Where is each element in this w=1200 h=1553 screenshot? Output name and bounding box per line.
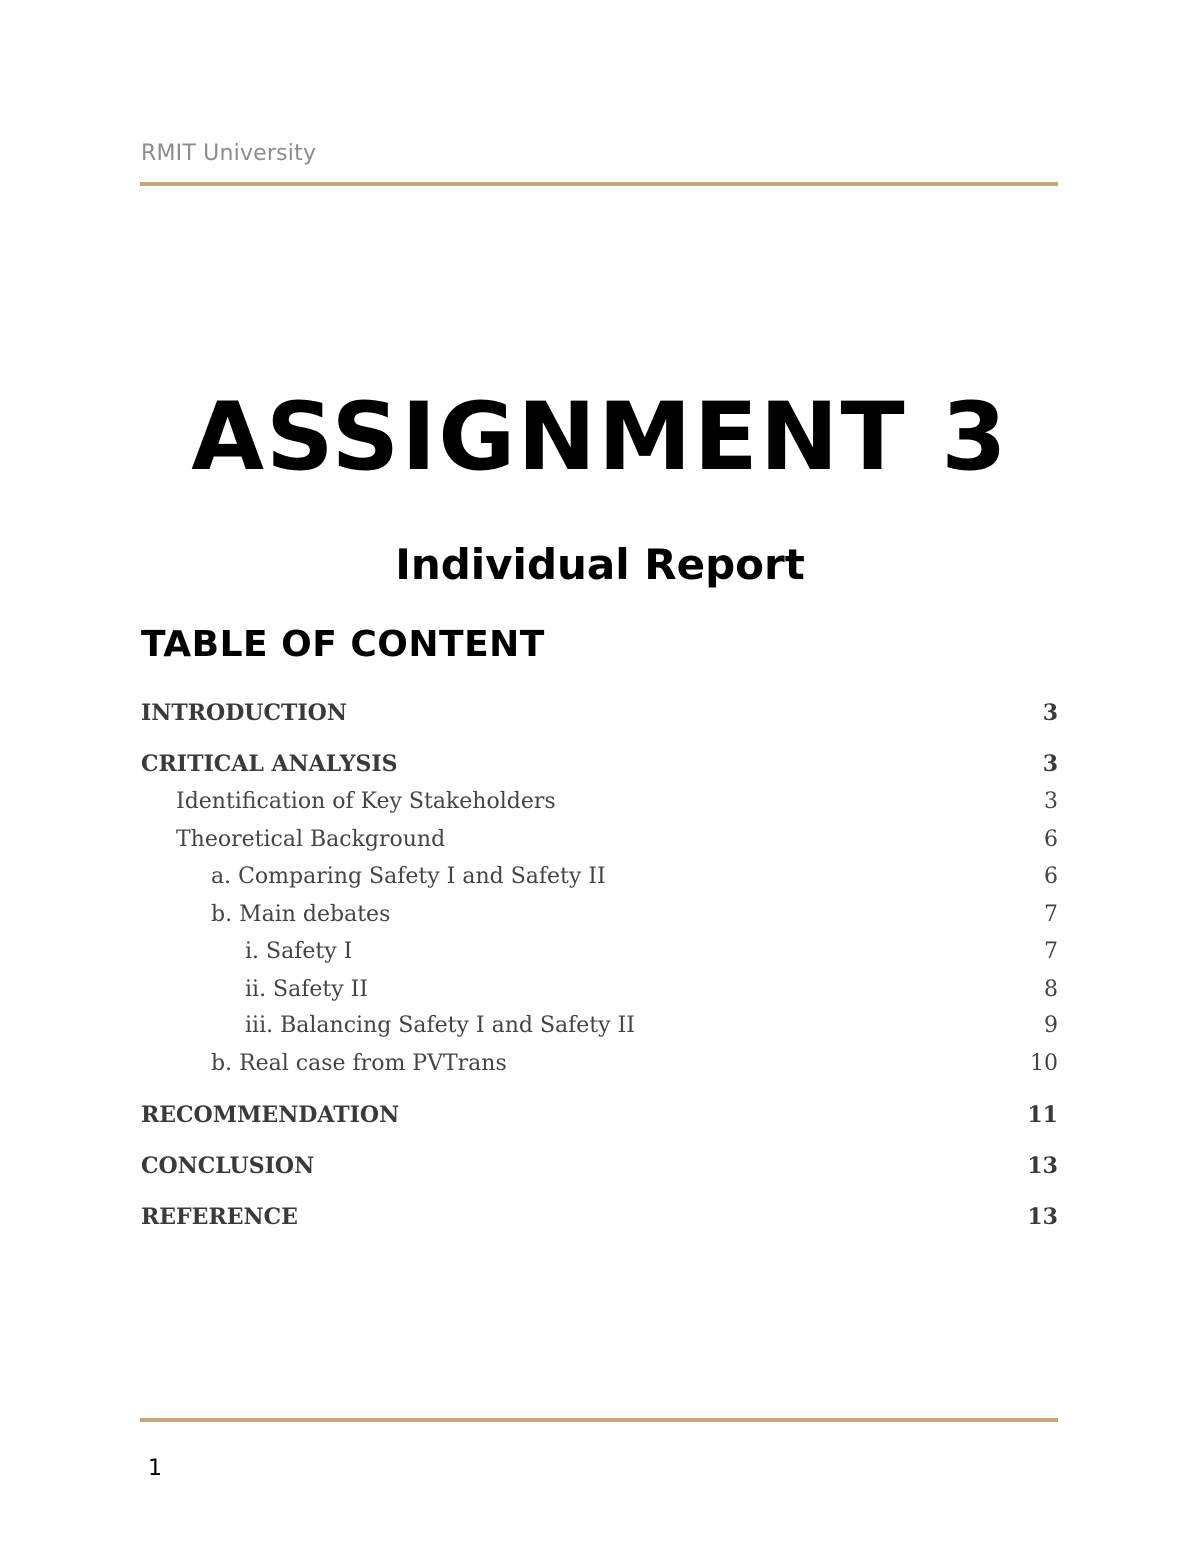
toc-entry-label: i. Safety I xyxy=(245,939,353,964)
toc-entry-real-case[interactable] xyxy=(141,1051,1058,1083)
toc-entry-label: Theoretical Background xyxy=(176,827,446,852)
toc-entry-conclusion[interactable] xyxy=(141,1153,1058,1185)
toc-entry-page: 10 xyxy=(1030,1051,1058,1076)
toc-entry-page: 7 xyxy=(1044,902,1058,927)
toc-entry-label: a. Comparing Safety I and Safety II xyxy=(211,864,606,889)
toc-entry-page: 11 xyxy=(1027,1102,1058,1128)
toc-entry-main-debates[interactable] xyxy=(141,902,1058,934)
toc-entry-label: RECOMMENDATION xyxy=(141,1102,400,1128)
toc-entry-label: CRITICAL ANALYSIS xyxy=(141,751,398,777)
toc-entry-label: REFERENCE xyxy=(141,1204,298,1230)
header-institution: RMIT University xyxy=(141,141,317,166)
toc-entry-label: ii. Safety II xyxy=(245,977,369,1002)
toc-entry-reference[interactable] xyxy=(141,1204,1058,1236)
toc-entry-label: CONCLUSION xyxy=(141,1153,315,1179)
toc-entry-page: 3 xyxy=(1042,700,1058,726)
toc-entry-recommendation[interactable] xyxy=(141,1102,1058,1134)
toc-entry-page: 13 xyxy=(1027,1204,1058,1230)
toc-entry-page: 3 xyxy=(1042,751,1058,777)
toc-entry-label: INTRODUCTION xyxy=(141,700,347,726)
toc-entry-theoretical-background[interactable] xyxy=(141,827,1058,859)
toc-entry-critical-analysis[interactable] xyxy=(141,751,1058,783)
toc-entry-page: 3 xyxy=(1044,789,1058,814)
toc-entry-introduction[interactable] xyxy=(141,700,1058,732)
toc-entry-page: 6 xyxy=(1044,827,1058,852)
footer-divider xyxy=(140,1418,1058,1422)
toc-entry-safety-i[interactable] xyxy=(141,939,1058,971)
page-number: 1 xyxy=(148,1456,162,1481)
toc-heading: TABLE OF CONTENT xyxy=(141,624,545,665)
toc-entry-label: b. Main debates xyxy=(211,902,391,927)
toc-entry-page: 8 xyxy=(1044,977,1058,1002)
document-title: ASSIGNMENT 3 xyxy=(191,383,1009,492)
header-divider xyxy=(140,182,1058,186)
toc-entry-safety-ii[interactable] xyxy=(141,977,1058,1009)
toc-entry-page: 7 xyxy=(1044,939,1058,964)
toc-entry-balancing-safety[interactable] xyxy=(141,1013,1058,1045)
toc-entry-comparing-safety[interactable] xyxy=(141,864,1058,896)
toc-entry-page: 13 xyxy=(1027,1153,1058,1179)
toc-entry-page: 9 xyxy=(1044,1013,1058,1038)
toc-entry-key-stakeholders[interactable] xyxy=(141,789,1058,821)
document-subtitle: Individual Report xyxy=(395,540,805,589)
toc-entry-label: b. Real case from PVTrans xyxy=(211,1051,507,1076)
toc-entry-page: 6 xyxy=(1044,864,1058,889)
toc-entry-label: Identification of Key Stakeholders xyxy=(176,789,556,814)
toc-entry-label: iii. Balancing Safety I and Safety II xyxy=(245,1013,635,1038)
